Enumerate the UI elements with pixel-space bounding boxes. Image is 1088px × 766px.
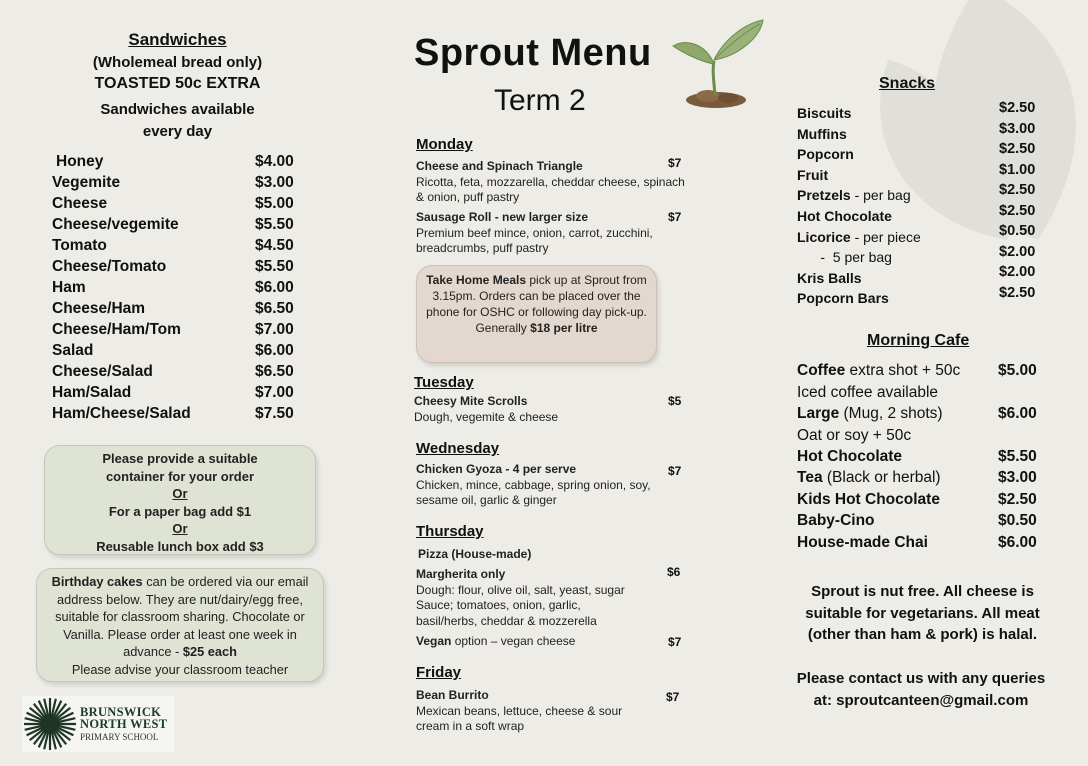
sandwich-row: [40, 256, 315, 277]
cafe-price: [998, 425, 1042, 447]
item-price: $7: [668, 464, 682, 478]
menu-item: [416, 462, 686, 509]
item-price: $7: [668, 210, 682, 224]
menu-title: Sprout Menu: [414, 32, 652, 74]
item-name: Sausage Roll - new larger size: [416, 210, 589, 224]
menu-item: [416, 159, 686, 206]
snack-price: $2.00: [999, 264, 1036, 280]
snack-price: $2.50: [999, 284, 1036, 301]
sandwich-price: $7.00: [255, 321, 294, 338]
cafe-row: [797, 425, 1042, 447]
cafe-label: [797, 382, 938, 404]
sandwich-price: $6.00: [255, 279, 294, 296]
sandwich-row: [40, 361, 315, 382]
snack-name: Biscuits: [797, 105, 852, 121]
sandwich-price: $7.00: [255, 384, 294, 401]
cafe-name: Baby-Cino: [797, 512, 875, 529]
pizza-heading: Pizza (House-made): [418, 547, 532, 561]
sandwich-price: $5.50: [255, 216, 294, 233]
item-price: $7: [668, 156, 682, 170]
cafe-name: House-made Chai: [797, 534, 928, 551]
sandwich-price: $7.50: [255, 405, 294, 422]
item-name: Bean Burrito: [416, 688, 489, 702]
cake-bold-start: Birthday cakes: [51, 574, 143, 589]
sandwich-row: [40, 340, 315, 361]
snack-price: $0.50: [999, 223, 1036, 239]
snack-name: Muffins: [797, 125, 847, 142]
sandwich-price: $6.50: [255, 300, 294, 317]
vegan-option: [416, 634, 686, 650]
sandwiches-subtitle: (Wholemeal bread only): [92, 54, 263, 71]
snack-label: [797, 227, 921, 248]
menu-item: [414, 394, 684, 425]
item-name: Cheese and Spinach Triangle: [416, 159, 583, 173]
takehome-bold: Take Home Meals: [426, 273, 527, 287]
logo-line3: PRIMARY SCHOOL: [80, 732, 159, 742]
sandwich-name: Cheese/vegemite: [52, 216, 179, 233]
item-desc: Premium beef mince, onion, carrot, zucchini, breadcrumbs, puff pastry: [416, 225, 653, 255]
item-desc: Chicken, mince, cabbage, spring onion, soy, sesame oil, garlic & ginger: [416, 477, 651, 507]
container-line1: Please provide a suitable: [102, 451, 258, 466]
item-desc: Ricotta, feta, mozzarella, cheddar cheese, spinach & onion, puff pastry: [416, 174, 685, 204]
menu-item: [416, 567, 644, 629]
cake-price: $25 each: [182, 644, 237, 659]
sandwich-price: $6.00: [255, 342, 294, 359]
sandwich-list: [40, 151, 315, 424]
snack-extra: - per bag: [850, 187, 911, 204]
cafe-price: $0.50: [998, 512, 1037, 529]
sandwich-row: [40, 382, 315, 403]
cake-text1: can be ordered via our email address below. They are nut/dairy/egg free, suitable for classroom sharing. Chocolate or Vanilla. Please order at least one week in advance -: [55, 574, 309, 659]
snack-price: $2.50: [999, 100, 1036, 116]
takehome-text: pick up at Sprout from 3.15pm. Orders can be placed over the phone for OSHC or following day pick-up.: [426, 273, 647, 319]
cafe-row: [797, 360, 1042, 382]
cafe-label: [797, 446, 902, 468]
snack-price: $2.00: [999, 243, 1036, 260]
cafe-extra: Iced coffee available: [797, 384, 939, 401]
takehome-price: $18 per litre: [530, 321, 598, 335]
cafe-label: [797, 403, 943, 425]
snack-name: Popcorn Bars: [797, 290, 889, 307]
snack-price: $2.50: [999, 182, 1036, 198]
birthday-cake-note: [36, 568, 324, 682]
sandwich-row: [40, 277, 315, 298]
item-desc: Dough, vegemite & cheese: [414, 409, 559, 424]
sprout-icon: [668, 16, 768, 112]
cafe-label: [797, 467, 941, 489]
nut-free-note: Sprout is nut free. All cheese is suitable for vegetarians. All meat (other than ham & pork) is halal.: [805, 583, 1040, 643]
contact-note: Please contact us with any queries at: sproutcanteen@gmail.com: [796, 670, 1046, 709]
menu-item: [416, 688, 641, 735]
sandwich-price: $4.00: [255, 153, 294, 170]
snack-price: $1.00: [999, 161, 1036, 178]
cake-text2: Please advise your classroom teacher: [71, 661, 289, 677]
snack-label: [797, 185, 911, 206]
item-price: $5: [668, 394, 682, 408]
availability-note: Sandwiches available every day: [100, 101, 255, 140]
day-monday: Monday: [416, 136, 473, 153]
sandwich-name: Salad: [52, 342, 94, 359]
snack-label: [797, 206, 892, 227]
sandwich-name: Cheese/Tomato: [52, 258, 167, 275]
school-emblem-icon: [22, 696, 78, 752]
sandwich-name: Honey: [56, 153, 104, 170]
cafe-price: $5.50: [998, 448, 1037, 465]
sandwich-name: Cheese/Salad: [52, 363, 153, 380]
snack-name: Popcorn: [797, 146, 854, 163]
snack-name: Licorice: [797, 228, 851, 245]
snack-label: [797, 103, 851, 124]
sandwich-price: $3.00: [255, 174, 294, 191]
cafe-price: $6.00: [998, 405, 1037, 422]
cafe-name: Tea: [797, 469, 823, 486]
sandwich-name: Ham: [52, 279, 86, 296]
snack-name: Hot Chocolate: [797, 208, 892, 224]
menu-term: Term 2: [494, 84, 586, 117]
snack-name: Fruit: [797, 166, 829, 183]
item-name: Margherita only: [416, 567, 506, 581]
item-price: $7: [666, 690, 680, 704]
cafe-row: [797, 467, 1042, 489]
snack-name: Kris Balls: [797, 269, 862, 286]
toasted-note: TOASTED 50c EXTRA: [94, 75, 261, 92]
sandwich-row: [40, 403, 315, 424]
cafe-name: Hot Chocolate: [797, 448, 903, 465]
container-line2: container for your order: [105, 468, 255, 484]
cafe-extra: (Mug, 2 shots): [839, 405, 943, 422]
takehome-generally: Generally: [475, 321, 531, 335]
sandwich-name: Cheese: [52, 195, 108, 212]
day-thursday: Thursday: [416, 523, 484, 540]
snack-row: [797, 284, 1039, 309]
sandwich-price: $5.00: [255, 195, 294, 212]
item-name: Chicken Gyoza - 4 per serve: [416, 462, 577, 476]
cafe-price: $2.50: [998, 491, 1037, 508]
cafe-extra: Oat or soy + 50c: [797, 427, 912, 444]
sandwich-row: [40, 298, 315, 319]
cafe-name: Kids Hot Chocolate: [797, 491, 940, 508]
container-note: [44, 445, 316, 555]
cafe-label: [797, 489, 940, 511]
container-or1: Or: [172, 486, 188, 501]
sandwich-row: [40, 151, 315, 172]
cafe-label: [797, 510, 875, 532]
item-name: Cheesy Mite Scrolls: [414, 394, 528, 408]
cafe-price: [998, 382, 1042, 404]
snack-extra: - 5 per bag: [797, 249, 892, 266]
take-home-note: [416, 265, 657, 363]
sandwich-name: Cheese/Ham: [52, 300, 146, 317]
day-friday: Friday: [416, 664, 462, 681]
container-line4: Reusable lunch box add $3: [96, 538, 264, 554]
cafe-price: $3.00: [998, 469, 1037, 486]
item-desc: Dough: flour, olive oil, salt, yeast, sugar Sauce; tomatoes, onion, garlic, basil/herbs, cheddar & mozzerella: [416, 582, 625, 628]
snack-price: $3.00: [999, 120, 1036, 137]
snack-price: $2.50: [999, 202, 1036, 219]
snack-label: [797, 144, 854, 165]
sandwich-name: Cheese/Ham/Tom: [52, 321, 181, 338]
container-or2: Or: [172, 521, 188, 536]
container-line3: For a paper bag add $1: [108, 503, 252, 519]
item-price: $6: [667, 565, 681, 579]
cafe-label: [797, 425, 911, 447]
sandwiches-title: Sandwiches: [128, 30, 227, 49]
snack-name: Pretzels: [797, 187, 851, 204]
snack-price: $2.50: [999, 141, 1036, 157]
cafe-row: [797, 489, 1042, 511]
sandwich-name: Vegemite: [52, 174, 121, 191]
sandwich-name: Ham/Salad: [52, 384, 132, 401]
cafe-label: [797, 360, 960, 382]
vegan-bold: Vegan: [416, 634, 452, 648]
sandwich-price: $6.50: [255, 363, 294, 380]
cafe-row: [797, 532, 1042, 554]
item-price: $7: [668, 635, 682, 649]
snack-label: [797, 165, 828, 186]
menu-item: [416, 210, 686, 257]
cafe-extra: extra shot + 50c: [845, 362, 961, 379]
sandwich-price: $5.50: [255, 258, 294, 275]
vegan-text: option – vegan cheese: [451, 634, 576, 648]
day-wednesday: Wednesday: [416, 440, 500, 457]
cafe-row: [797, 382, 1042, 404]
sandwich-row: [40, 172, 315, 193]
logo-line1: BRUNSWICK: [80, 705, 162, 719]
cafe-label: [797, 532, 928, 554]
sandwich-row: [40, 214, 315, 235]
snacks-title: Snacks: [879, 75, 936, 92]
item-desc: Mexican beans, lettuce, cheese & sour cream in a soft wrap: [416, 703, 623, 733]
sandwiches-section: [40, 30, 315, 424]
day-tuesday: Tuesday: [414, 374, 474, 391]
cafe-name: Coffee: [797, 362, 846, 379]
cafe-row: [797, 510, 1042, 532]
sandwich-row: [40, 235, 315, 256]
cafe-title: Morning Cafe: [867, 332, 970, 349]
snack-label: [797, 268, 862, 289]
cafe-name: Large: [797, 405, 840, 422]
cafe-row: [797, 403, 1042, 425]
cafe-extra: (Black or herbal): [822, 469, 941, 486]
sandwich-price: $4.50: [255, 237, 294, 254]
snack-extra: - per piece: [850, 228, 921, 245]
school-logo: [22, 696, 174, 752]
sandwich-name: Tomato: [52, 237, 107, 254]
sandwich-row: [40, 319, 315, 340]
snack-label: [797, 288, 889, 309]
cafe-price: $5.00: [998, 362, 1037, 379]
cafe-row: [797, 446, 1042, 468]
snack-label: [797, 124, 847, 145]
cafe-price: $6.00: [998, 534, 1037, 551]
logo-line2: NORTH WEST: [80, 717, 168, 731]
sandwich-row: [40, 193, 315, 214]
snack-label: [797, 247, 892, 268]
sandwich-name: Ham/Cheese/Salad: [52, 405, 191, 422]
